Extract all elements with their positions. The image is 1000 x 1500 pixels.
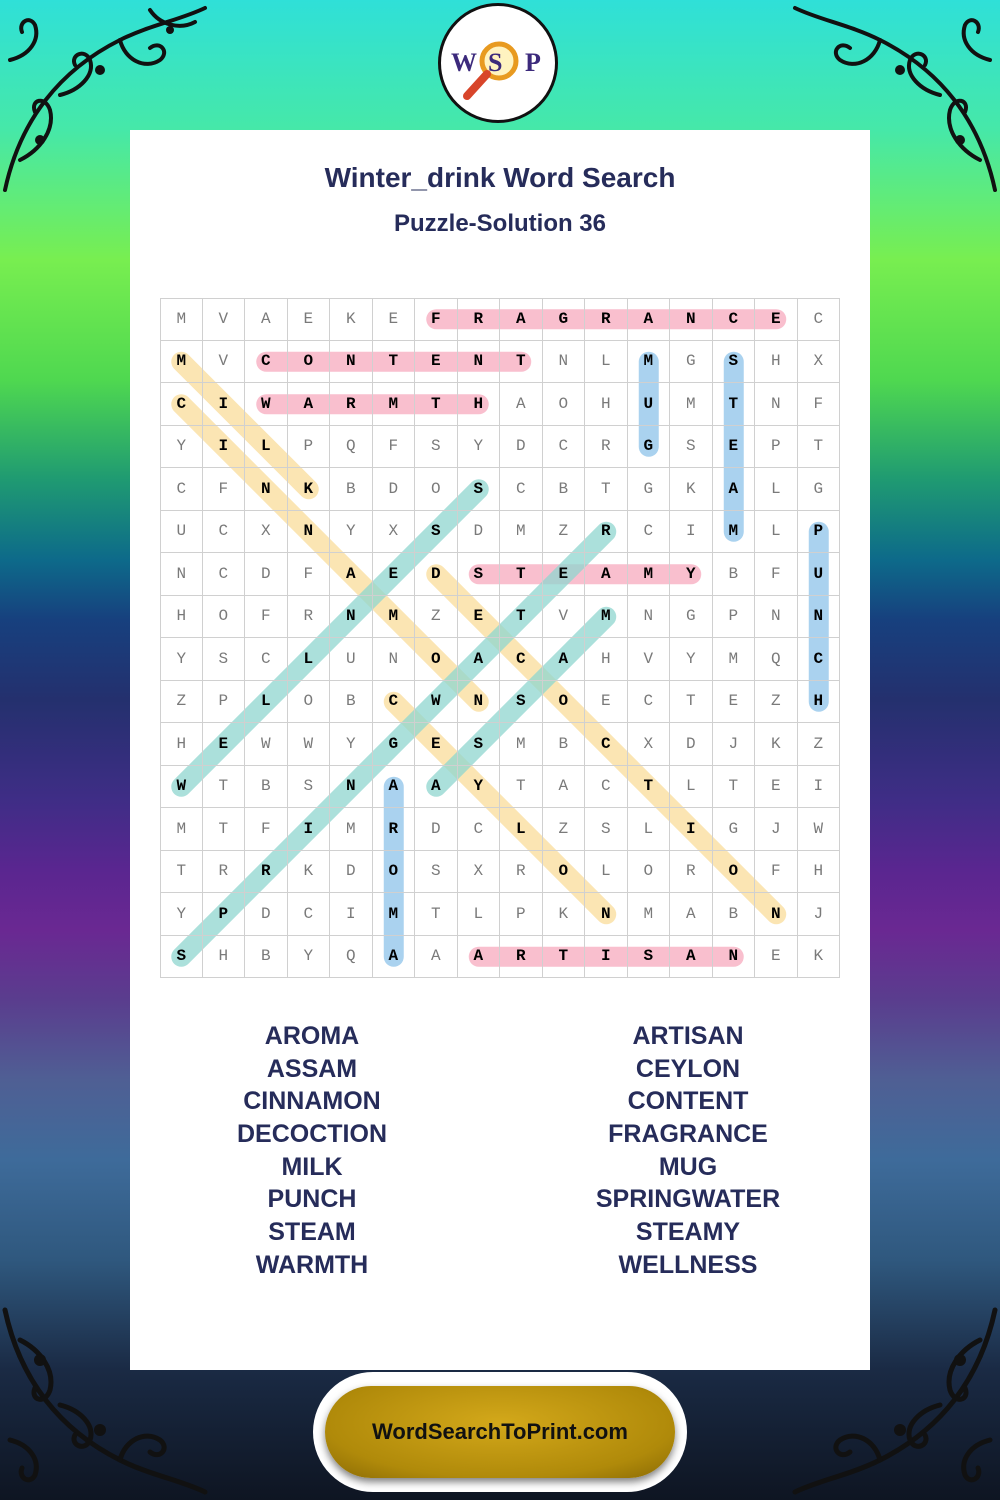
word-list-item: SPRINGWATER (595, 1185, 781, 1214)
grid-cell[interactable]: H (203, 936, 246, 979)
grid-cell[interactable]: M (628, 893, 671, 936)
grid-cell[interactable]: M (373, 596, 416, 639)
grid-cell[interactable]: K (798, 936, 841, 979)
grid-cell[interactable]: K (670, 468, 713, 511)
grid-cell[interactable]: N (330, 596, 373, 639)
grid-cell[interactable]: Y (160, 638, 203, 681)
grid-cell[interactable]: K (543, 893, 586, 936)
grid-cell[interactable]: E (755, 766, 798, 809)
grid-cell[interactable]: J (713, 723, 756, 766)
grid-cell[interactable]: Y (458, 426, 501, 469)
grid-cell[interactable]: L (755, 511, 798, 554)
grid-cell[interactable]: X (628, 723, 671, 766)
grid-cell[interactable]: I (585, 936, 628, 979)
grid-cell[interactable]: L (670, 766, 713, 809)
grid-cell[interactable]: Z (543, 808, 586, 851)
grid-cell[interactable]: B (543, 723, 586, 766)
grid-cell[interactable]: T (500, 341, 543, 384)
grid-cell[interactable]: S (160, 936, 203, 979)
grid-cell[interactable]: I (203, 383, 246, 426)
grid-cell[interactable]: E (713, 426, 756, 469)
grid-cell[interactable]: G (713, 808, 756, 851)
grid-cell[interactable]: J (755, 808, 798, 851)
grid-cell[interactable]: D (458, 511, 501, 554)
grid-cell[interactable]: O (288, 341, 331, 384)
grid-cell[interactable]: C (628, 681, 671, 724)
grid-cell[interactable]: E (415, 341, 458, 384)
grid-cell[interactable]: T (203, 808, 246, 851)
grid-cell[interactable]: S (458, 553, 501, 596)
grid-cell[interactable]: Y (670, 638, 713, 681)
grid-cell[interactable]: K (330, 298, 373, 341)
grid-cell[interactable]: C (160, 383, 203, 426)
grid-cell[interactable]: H (798, 681, 841, 724)
grid-cell[interactable]: V (543, 596, 586, 639)
logo-letter: P (525, 48, 541, 77)
grid-cell[interactable]: M (713, 511, 756, 554)
grid-cell[interactable]: T (500, 596, 543, 639)
logo-letter: S (488, 48, 503, 77)
grid-cell[interactable]: N (245, 468, 288, 511)
grid-cell[interactable]: W (288, 723, 331, 766)
grid-cell[interactable]: L (288, 638, 331, 681)
grid-cell[interactable]: S (628, 936, 671, 979)
grid-cell[interactable]: T (585, 468, 628, 511)
grid-cell[interactable]: E (415, 723, 458, 766)
grid-cell[interactable]: T (713, 766, 756, 809)
grid-cell[interactable]: E (713, 681, 756, 724)
grid-cell[interactable]: V (628, 638, 671, 681)
grid-cell[interactable]: O (543, 681, 586, 724)
grid-cell[interactable]: Y (670, 553, 713, 596)
grid-cell[interactable]: S (415, 426, 458, 469)
grid-cell[interactable]: Y (288, 936, 331, 979)
grid-cell[interactable]: F (203, 468, 246, 511)
grid-cell[interactable]: P (288, 426, 331, 469)
grid-cell[interactable]: A (628, 298, 671, 341)
grid-cell[interactable]: N (373, 638, 416, 681)
grid-cell[interactable]: E (373, 553, 416, 596)
grid-cell[interactable]: C (798, 638, 841, 681)
grid-cell[interactable]: M (628, 341, 671, 384)
grid-cell[interactable]: I (670, 511, 713, 554)
grid-cell[interactable]: U (330, 638, 373, 681)
grid-cell[interactable]: J (798, 893, 841, 936)
grid-cell[interactable]: A (458, 638, 501, 681)
grid-cell[interactable]: L (245, 426, 288, 469)
grid-cell[interactable]: C (713, 298, 756, 341)
word-list-item: ARTISAN (632, 1022, 744, 1050)
grid-cell[interactable]: O (373, 851, 416, 894)
grid-cell[interactable]: L (245, 681, 288, 724)
grid-cell[interactable]: L (628, 808, 671, 851)
grid-cell[interactable]: P (500, 893, 543, 936)
grid-cell[interactable]: R (585, 426, 628, 469)
grid-cell[interactable]: C (203, 511, 246, 554)
grid-cell[interactable]: F (245, 596, 288, 639)
grid-cell[interactable]: C (203, 553, 246, 596)
grid-cell[interactable]: F (798, 383, 841, 426)
grid-cell[interactable]: D (373, 468, 416, 511)
grid-cell[interactable]: S (415, 851, 458, 894)
grid-cell[interactable]: X (373, 511, 416, 554)
grid-cell[interactable]: G (798, 468, 841, 511)
grid-cell[interactable]: Q (755, 638, 798, 681)
grid-cell[interactable]: D (415, 808, 458, 851)
grid-cell[interactable]: M (500, 511, 543, 554)
grid-cell[interactable]: Q (330, 426, 373, 469)
word-list-item: DECOCTION (237, 1120, 387, 1149)
letter-grid (160, 298, 840, 978)
site-link-button[interactable]: WordSearchToPrint.com (325, 1386, 675, 1478)
grid-cell[interactable]: F (755, 553, 798, 596)
grid-cell[interactable]: C (458, 808, 501, 851)
grid-cell[interactable]: R (458, 298, 501, 341)
grid-cell[interactable]: O (415, 468, 458, 511)
grid-cell[interactable]: E (543, 553, 586, 596)
grid-cell[interactable]: A (330, 553, 373, 596)
grid-cell[interactable]: A (245, 298, 288, 341)
grid-cell[interactable]: E (585, 681, 628, 724)
grid-cell[interactable]: T (203, 766, 246, 809)
grid-cell[interactable]: I (203, 426, 246, 469)
grid-cell[interactable]: A (415, 766, 458, 809)
grid-cell[interactable]: Z (415, 596, 458, 639)
grid-cell[interactable]: A (670, 893, 713, 936)
grid-cell[interactable]: F (373, 426, 416, 469)
grid-cell[interactable]: N (670, 298, 713, 341)
grid-cell[interactable]: C (585, 766, 628, 809)
grid-cell[interactable]: B (543, 468, 586, 511)
grid-cell[interactable]: X (798, 341, 841, 384)
grid-cell[interactable]: M (160, 298, 203, 341)
grid-cell[interactable]: L (500, 808, 543, 851)
word-list-item: CEYLON (635, 1054, 741, 1083)
grid-cell[interactable]: A (373, 936, 416, 979)
grid-cell[interactable]: G (670, 596, 713, 639)
grid-cell[interactable]: U (628, 383, 671, 426)
grid-cell[interactable]: E (458, 596, 501, 639)
word-list-item: FRAGRANCE (608, 1120, 768, 1149)
grid-cell[interactable]: K (288, 468, 331, 511)
grid-cell[interactable]: M (373, 893, 416, 936)
grid-cell[interactable]: R (203, 851, 246, 894)
grid-cell[interactable]: C (245, 341, 288, 384)
grid-cell[interactable]: S (203, 638, 246, 681)
grid-cell[interactable]: R (245, 851, 288, 894)
grid-cell[interactable]: Z (798, 723, 841, 766)
grid-cell[interactable]: S (585, 808, 628, 851)
grid-cell[interactable]: A (713, 468, 756, 511)
grid-cell[interactable]: A (670, 936, 713, 979)
grid-cell[interactable]: M (585, 596, 628, 639)
grid-cell[interactable]: K (755, 723, 798, 766)
grid-cell[interactable]: O (713, 851, 756, 894)
grid-cell[interactable]: N (458, 341, 501, 384)
grid-cell[interactable]: N (585, 893, 628, 936)
grid-cell[interactable]: S (288, 766, 331, 809)
grid-cell[interactable]: T (373, 341, 416, 384)
grid-cell[interactable]: E (755, 298, 798, 341)
grid-cell[interactable]: T (500, 553, 543, 596)
grid-cell[interactable]: N (713, 936, 756, 979)
grid-cell[interactable]: C (500, 468, 543, 511)
grid-cell[interactable]: L (458, 893, 501, 936)
grid-cell[interactable]: H (585, 383, 628, 426)
grid-cell[interactable]: T (798, 426, 841, 469)
grid-cell[interactable]: T (713, 383, 756, 426)
word-list-item: ASSAM (266, 1054, 358, 1083)
grid-cell[interactable]: G (628, 468, 671, 511)
grid-cell[interactable]: V (203, 341, 246, 384)
grid-cell[interactable]: I (670, 808, 713, 851)
grid-cell[interactable]: N (755, 893, 798, 936)
grid-cell[interactable]: R (585, 298, 628, 341)
grid-cell[interactable]: N (628, 596, 671, 639)
grid-cell[interactable]: N (543, 341, 586, 384)
grid-cell[interactable]: S (713, 341, 756, 384)
grid-cell[interactable]: B (245, 936, 288, 979)
word-list-item: CONTENT (627, 1087, 749, 1116)
grid-cell[interactable]: N (160, 553, 203, 596)
grid-cell[interactable]: Y (160, 426, 203, 469)
page-title: Winter_drink Word Search (324, 162, 676, 193)
grid-cell[interactable]: D (330, 851, 373, 894)
grid-cell[interactable]: S (670, 426, 713, 469)
grid-cell[interactable]: T (628, 766, 671, 809)
grid-cell[interactable]: S (415, 511, 458, 554)
grid-cell[interactable]: N (458, 681, 501, 724)
grid-cell[interactable]: G (373, 723, 416, 766)
grid-cell[interactable]: F (755, 851, 798, 894)
grid-cell[interactable]: C (245, 638, 288, 681)
grid-cell[interactable]: R (500, 936, 543, 979)
word-list-left (142, 1020, 482, 1282)
grid-cell[interactable]: H (755, 341, 798, 384)
grid-cell[interactable]: O (543, 383, 586, 426)
grid-cell[interactable]: L (755, 468, 798, 511)
grid-cell[interactable]: T (500, 766, 543, 809)
grid-cell[interactable]: G (670, 341, 713, 384)
grid-cell[interactable]: C (288, 893, 331, 936)
grid-cell[interactable]: F (288, 553, 331, 596)
grid-cell[interactable]: G (628, 426, 671, 469)
word-search-grid (160, 298, 840, 978)
grid-cell[interactable]: A (415, 936, 458, 979)
grid-cell[interactable]: A (288, 383, 331, 426)
grid-cell[interactable]: W (415, 681, 458, 724)
grid-cell[interactable]: K (288, 851, 331, 894)
grid-cell[interactable]: P (755, 426, 798, 469)
grid-cell[interactable]: U (798, 553, 841, 596)
grid-cell[interactable]: T (670, 681, 713, 724)
grid-cell[interactable]: T (160, 851, 203, 894)
grid-cell[interactable]: N (755, 383, 798, 426)
grid-cell[interactable]: P (798, 511, 841, 554)
grid-cell[interactable]: C (628, 511, 671, 554)
grid-cell[interactable]: S (458, 723, 501, 766)
grid-cell[interactable]: A (458, 936, 501, 979)
word-list-item: WARMTH (255, 1250, 369, 1279)
grid-cell[interactable]: V (203, 298, 246, 341)
grid-cell[interactable]: C (500, 638, 543, 681)
grid-cell[interactable]: C (585, 723, 628, 766)
grid-cell[interactable]: A (373, 766, 416, 809)
grid-cell[interactable]: D (670, 723, 713, 766)
grid-cell[interactable]: F (245, 808, 288, 851)
grid-cell[interactable]: D (500, 426, 543, 469)
word-list-item: STEAM (268, 1218, 356, 1247)
grid-cell[interactable]: H (585, 638, 628, 681)
grid-cell[interactable]: W (798, 808, 841, 851)
grid-cell[interactable]: Z (543, 511, 586, 554)
grid-cell[interactable]: Y (458, 766, 501, 809)
grid-cell[interactable]: N (330, 766, 373, 809)
wsp-logo (438, 3, 558, 123)
grid-cell[interactable]: B (330, 681, 373, 724)
word-list-item: MUG (658, 1152, 718, 1181)
grid-cell[interactable]: C (543, 426, 586, 469)
grid-cell[interactable]: R (330, 383, 373, 426)
grid-cell[interactable]: E (203, 723, 246, 766)
grid-cell[interactable]: R (288, 596, 331, 639)
grid-cell[interactable]: A (500, 383, 543, 426)
grid-cell[interactable]: R (373, 808, 416, 851)
grid-cell[interactable]: Y (330, 511, 373, 554)
grid-cell[interactable]: Z (160, 681, 203, 724)
grid-cell[interactable]: W (160, 766, 203, 809)
grid-cell[interactable]: W (245, 383, 288, 426)
grid-cell[interactable]: D (245, 893, 288, 936)
grid-cell[interactable]: M (670, 383, 713, 426)
grid-cell[interactable]: E (755, 936, 798, 979)
grid-cell[interactable]: Z (755, 681, 798, 724)
grid-cell[interactable]: Y (330, 723, 373, 766)
grid-cell[interactable]: P (203, 681, 246, 724)
grid-cell[interactable]: M (373, 383, 416, 426)
grid-cell[interactable]: F (415, 298, 458, 341)
grid-cell[interactable]: H (160, 723, 203, 766)
grid-cell[interactable]: L (585, 341, 628, 384)
grid-cell[interactable]: S (458, 468, 501, 511)
grid-cell[interactable]: A (500, 298, 543, 341)
grid-cell[interactable]: I (798, 766, 841, 809)
grid-cell[interactable]: S (500, 681, 543, 724)
grid-cell[interactable]: M (500, 723, 543, 766)
grid-cell[interactable]: H (458, 383, 501, 426)
grid-cell[interactable]: A (585, 553, 628, 596)
word-list-right (518, 1020, 858, 1282)
grid-cell[interactable]: C (160, 468, 203, 511)
word-list-item: AROMA (264, 1022, 360, 1050)
grid-cell[interactable]: U (160, 511, 203, 554)
grid-cell[interactable]: C (373, 681, 416, 724)
grid-cell[interactable]: T (543, 936, 586, 979)
grid-cell[interactable]: A (543, 766, 586, 809)
grid-cell[interactable]: B (245, 766, 288, 809)
grid-cell[interactable]: N (798, 596, 841, 639)
word-list-item: WELLNESS (618, 1250, 758, 1279)
grid-cell[interactable]: N (755, 596, 798, 639)
grid-cell[interactable]: L (585, 851, 628, 894)
grid-cell[interactable]: Y (160, 893, 203, 936)
grid-cell[interactable]: P (203, 893, 246, 936)
grid-cell[interactable]: R (670, 851, 713, 894)
grid-cell[interactable]: I (288, 808, 331, 851)
grid-cell[interactable]: O (203, 596, 246, 639)
grid-cell[interactable]: O (628, 851, 671, 894)
grid-cell[interactable]: R (500, 851, 543, 894)
grid-cell[interactable]: H (160, 596, 203, 639)
word-list-item: STEAMY (635, 1218, 741, 1247)
grid-cell[interactable]: N (330, 341, 373, 384)
grid-cell[interactable]: P (713, 596, 756, 639)
grid-cell[interactable]: B (330, 468, 373, 511)
grid-cell[interactable]: D (245, 553, 288, 596)
logo-letter: W (451, 48, 477, 77)
grid-cell[interactable]: E (373, 298, 416, 341)
grid-cell[interactable]: H (798, 851, 841, 894)
grid-cell[interactable]: O (415, 638, 458, 681)
grid-cell[interactable]: O (543, 851, 586, 894)
grid-cell[interactable]: N (288, 511, 331, 554)
word-list-item: CINNAMON (243, 1087, 381, 1116)
grid-cell[interactable]: A (543, 638, 586, 681)
grid-cell[interactable]: C (798, 298, 841, 341)
word-list-item: MILK (281, 1152, 343, 1181)
grid-cell[interactable]: R (585, 511, 628, 554)
grid-cell[interactable]: X (245, 511, 288, 554)
grid-cell[interactable]: T (415, 383, 458, 426)
grid-cell[interactable]: W (245, 723, 288, 766)
grid-cell[interactable]: T (415, 893, 458, 936)
grid-cell[interactable]: D (415, 553, 458, 596)
grid-cell[interactable]: X (458, 851, 501, 894)
grid-cell[interactable]: M (160, 808, 203, 851)
page-subtitle: Puzzle-Solution 36 (393, 210, 606, 237)
grid-cell[interactable]: M (628, 553, 671, 596)
grid-cell[interactable]: E (288, 298, 331, 341)
grid-cell[interactable]: B (713, 553, 756, 596)
grid-cell[interactable]: O (288, 681, 331, 724)
grid-cell[interactable]: M (160, 341, 203, 384)
grid-cell[interactable]: I (330, 893, 373, 936)
grid-cell[interactable]: B (713, 893, 756, 936)
grid-cell[interactable]: M (713, 638, 756, 681)
grid-cell[interactable]: M (330, 808, 373, 851)
grid-cell[interactable]: G (543, 298, 586, 341)
grid-cell[interactable]: Q (330, 936, 373, 979)
word-list-item: PUNCH (267, 1185, 357, 1214)
